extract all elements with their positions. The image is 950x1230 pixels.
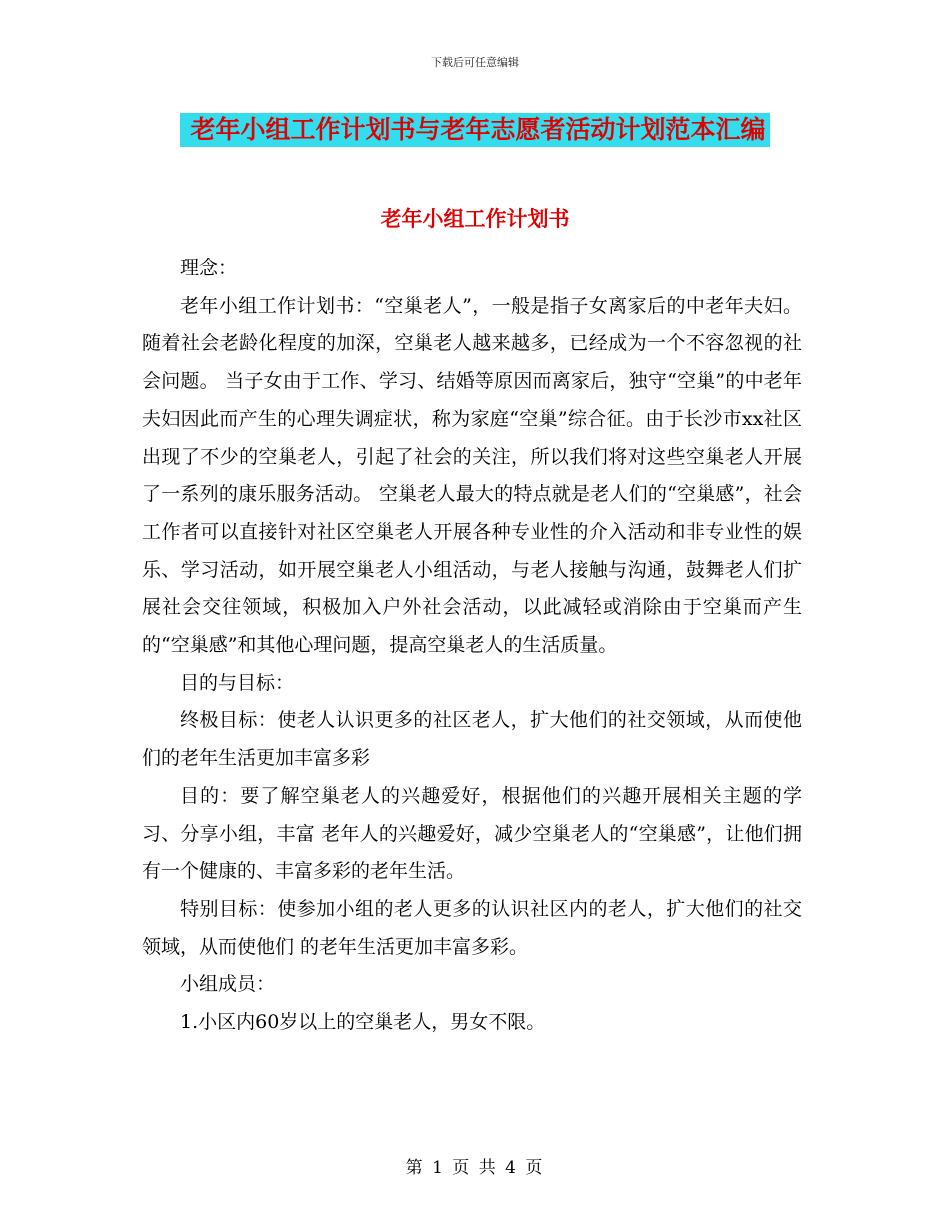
page-header: 下载后可任意编辑: [431, 56, 519, 69]
paragraph-ultimate-goal: 终极目标：使老人认识更多的社区老人，扩大他们的社交领域，从而使他们的老年生活更加丰富多彩: [142, 709, 802, 770]
paragraph-goals-heading: 目的与目标：: [180, 671, 295, 694]
paragraph-philosophy-heading: 理念：: [180, 257, 238, 279]
main-title: 老年小组工作计划书与老年志愿者活动计划范本汇编: [180, 113, 769, 147]
paragraph-members-heading: 小组成员：: [180, 973, 276, 996]
document-body: [142, 250, 802, 1042]
section-title: 老年小组工作计划书: [380, 207, 570, 231]
paragraph-members-item-1: 1.小区内60岁以上的空巢老人，男女不限。: [180, 1011, 546, 1034]
page-footer: 第 1 页 共 4 页: [405, 1158, 545, 1178]
paragraph-philosophy: 老年小组工作计划书：“空巢老人”，一般是指子女离家后的中老年夫妇。随着社会老龄化程度的加深，空巢老人越来越多，已经成为一个不容忽视的社会问题。 当子女由于工作、学习、结婚等原因而离家后，独守“空巢”的中老年夫妇因此而产生的心理失调症状，称为家庭“空巢”综合征。由于长沙市xx社区出现了不少的空巢老人，引起了社会的关注，所以我们将对这些空巢老人开展了一系列的康乐服务活动。 空巢老人最大的特点就是老人们的“空巢感”，社会工作者可以直接针对社区空巢老人开展各种专业性的介入活动和非专业性的娱乐、学习活动，如开展空巢老人小组活动，与老人接触与沟通，鼓舞老人们扩展社会交往领域，积极加入户外社会活动，以此减轻或消除由于空巢而产生的“空巢感”和其他心理问题，提高空巢老人的生活质量。: [142, 294, 802, 657]
main-title-container: [0, 113, 950, 147]
paragraph-purpose: 目的：要了解空巢老人的兴趣爱好，根据他们的兴趣开展相关主题的学习、分享小组，丰富 老年人的兴趣爱好，减少空巢老人的“空巢感”，让他们拥有一个健康的、丰富多彩的老年生活。: [142, 784, 802, 883]
paragraph-special-goal: 特别目标：使参加小组的老人更多的认识社区内的老人，扩大他们的社交领域，从而使他们 的老年生活更加丰富多彩。: [142, 897, 802, 958]
